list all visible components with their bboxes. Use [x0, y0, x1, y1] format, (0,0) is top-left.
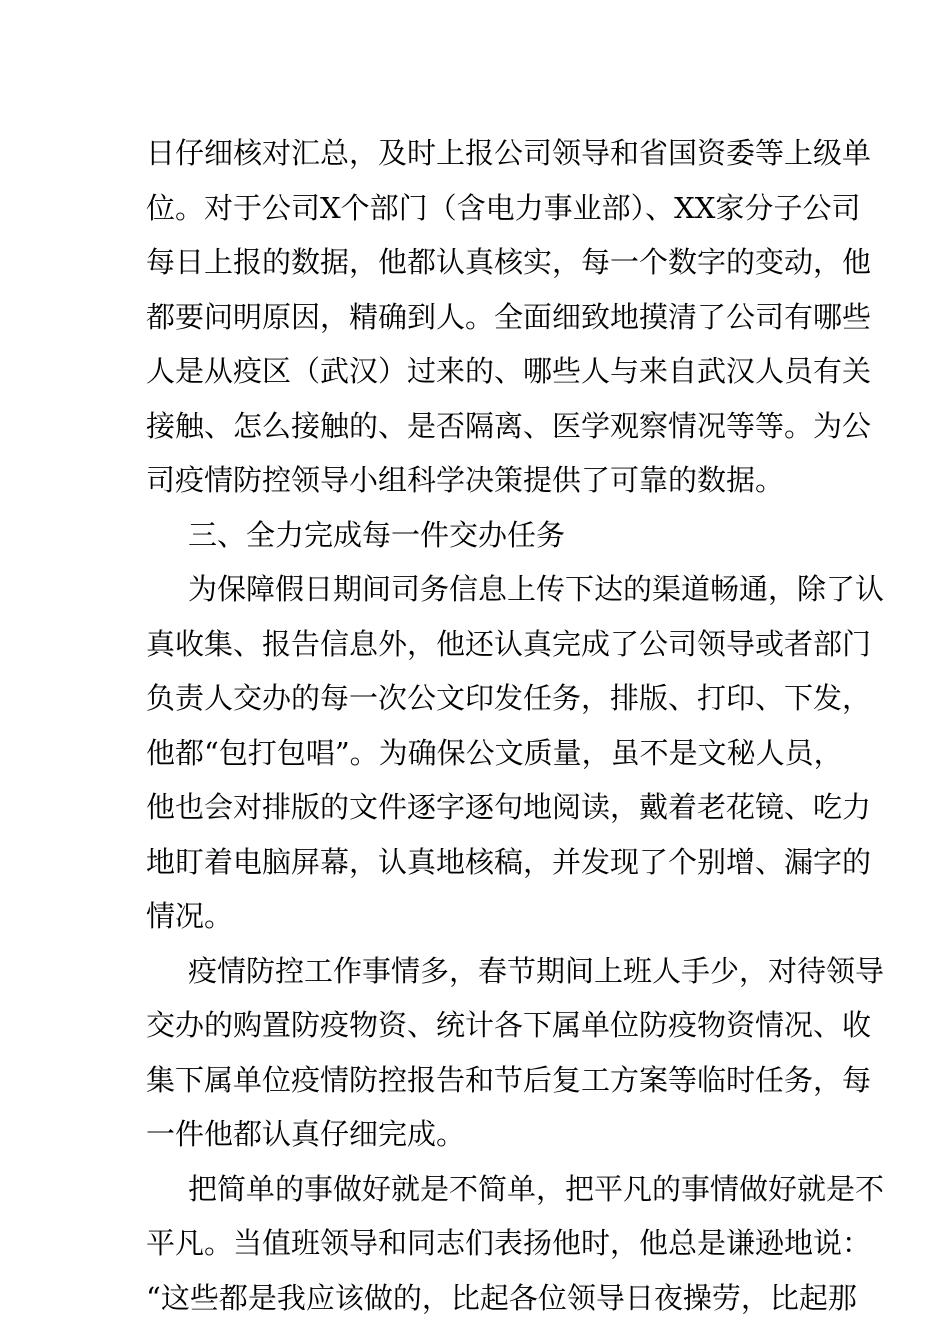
text-line: 位。对于公司X个部门（含电力事业部）、XX家分子公司: [146, 190, 861, 225]
text-line: 人是从疫区（武汉）过来的、哪些人与来自武汉人员有关: [146, 354, 872, 388]
text-line: 接触、怎么接触的、是否隔离、医学观察情况等等。为公: [146, 408, 872, 443]
text-line: 他也会对排版的文件逐字逐句地阅读，戴着老花镜、吃力: [146, 790, 872, 824]
text-line: 集下属单位疫情防控报告和节后复工方案等临时任务，每: [146, 1062, 872, 1097]
text-line: 一件他都认真仔细完成。: [146, 1117, 466, 1151]
text-line: 司疫情防控领导小组科学决策提供了可靠的数据。: [146, 463, 785, 497]
section-heading: 三、全力完成每一件交办任务: [188, 517, 566, 552]
document-body: [146, 126, 885, 1325]
text-line: 情况。: [146, 899, 234, 933]
text-line: 负责人交办的每一次公文印发任务，排版、打印、下发，: [146, 681, 872, 715]
text-line: 平凡。当值班领导和同志们表扬他时，他总是谦逊地说：: [146, 1226, 872, 1260]
text-line: 交办的购置防疫物资、统计各下属单位防疫物资情况、收: [146, 1008, 872, 1042]
text-line: 每日上报的数据，他都认真核实，每一个数字的变动，他: [146, 245, 872, 279]
text-line: 为保障假日期间司务信息上传下达的渠道畅通，除了认: [188, 572, 885, 606]
text-line: 地盯着电脑屏幕，认真地核稿，并发现了个别增、漏字的: [146, 844, 872, 879]
text-line: 疫情防控工作事情多，春节期间上班人手少，对待领导: [188, 953, 885, 988]
text-line: 他都“包打包唱”。为确保公文质量，虽不是文秘人员，: [146, 735, 843, 770]
text-line: “这些都是我应该做的，比起各位领导日夜操劳，比起那: [146, 1280, 857, 1315]
text-line: 真收集、报告信息外，他还认真完成了公司领导或者部门: [146, 626, 872, 661]
text-line: 都要问明原因，精确到人。全面细致地摸清了公司有哪些: [146, 299, 872, 334]
text-line: 日仔细核对汇总，及时上报公司领导和省国资委等上级单: [146, 136, 872, 170]
text-line: 把简单的事做好就是不简单，把平凡的事情做好就是不: [188, 1171, 885, 1206]
